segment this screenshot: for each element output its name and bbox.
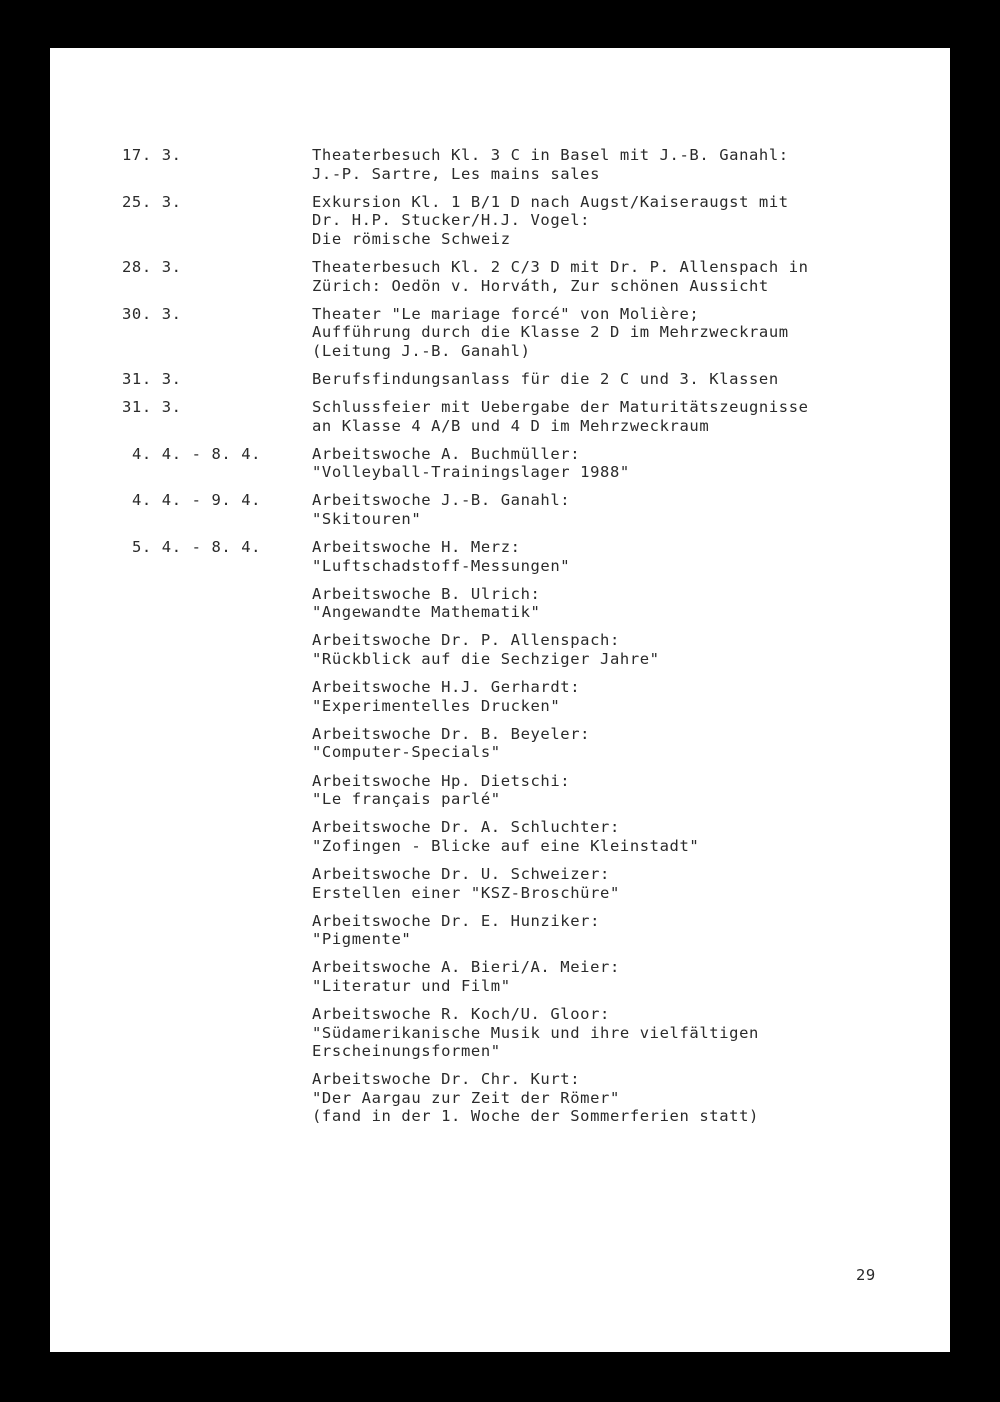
- event-description-line: Arbeitswoche Dr. P. Allenspach:: [312, 631, 620, 650]
- event-description-line: "Der Aargau zur Zeit der Römer": [312, 1088, 620, 1107]
- event-description-line: "Volleyball-Trainingslager 1988": [312, 463, 630, 482]
- event-description-line: Arbeitswoche J.-B. Ganahl:: [312, 491, 571, 510]
- event-description: [312, 678, 950, 715]
- event-description-line: J.-P. Sartre, Les mains sales: [312, 164, 601, 183]
- event-description-line: "Pigmente": [312, 930, 412, 949]
- event-entry: [50, 818, 950, 855]
- event-description-line: Theaterbesuch Kl. 3 C in Basel mit J.-B. Ganahl:: [312, 146, 789, 164]
- event-entry: [50, 865, 950, 902]
- event-description-line: "Zofingen - Blicke auf eine Kleinstadt": [312, 836, 700, 855]
- event-date: 4. 4. - 9. 4.: [132, 491, 262, 510]
- event-description: [312, 725, 950, 762]
- event-description-line: "Angewandte Mathematik": [312, 603, 541, 622]
- event-description-line: (fand in der 1. Woche der Sommerferien statt): [312, 1107, 759, 1126]
- event-description: [312, 491, 950, 528]
- event-description-line: Arbeitswoche Dr. B. Beyeler:: [312, 724, 591, 743]
- event-entry: [50, 193, 950, 249]
- event-entry: [50, 445, 950, 482]
- event-description: [312, 146, 950, 183]
- event-description-line: Erstellen einer "KSZ-Broschüre": [312, 883, 620, 902]
- event-description-line: "Luftschadstoff-Messungen": [312, 556, 571, 575]
- event-entry: [50, 1005, 950, 1061]
- event-description-line: "Experimentelles Drucken": [312, 696, 561, 715]
- event-list: [50, 146, 950, 1136]
- event-entry: [50, 491, 950, 528]
- event-description: [312, 912, 950, 949]
- event-description-line: Erscheinungsformen": [312, 1042, 501, 1061]
- event-description-line: Arbeitswoche A. Buchmüller:: [312, 444, 581, 463]
- event-description: [312, 585, 950, 622]
- event-description: [312, 772, 950, 809]
- event-description: [312, 538, 950, 575]
- event-date: 5. 4. - 8. 4.: [132, 538, 262, 557]
- event-description: [312, 445, 950, 482]
- page-number: 29: [856, 1266, 876, 1284]
- event-description-line: Dr. H.P. Stucker/H.J. Vogel:: [312, 211, 591, 230]
- event-entry: [50, 258, 950, 295]
- event-description-line: Aufführung durch die Klasse 2 D im Mehrzweckraum: [312, 323, 789, 342]
- event-entry: [50, 146, 950, 183]
- event-entry: [50, 772, 950, 809]
- event-date: 4. 4. - 8. 4.: [132, 444, 262, 463]
- event-date: 30. 3.: [122, 304, 182, 323]
- event-entry: [50, 305, 950, 361]
- event-description-line: "Rückblick auf die Sechziger Jahre": [312, 650, 660, 669]
- event-description-line: Theater "Le mariage forcé" von Molière;: [312, 304, 700, 323]
- event-description-line: Arbeitswoche Dr. E. Hunziker:: [312, 911, 601, 930]
- event-description: [312, 1005, 950, 1061]
- event-entry: [50, 398, 950, 435]
- event-description-line: "Südamerikanische Musik und ihre vielfältigen: [312, 1023, 759, 1042]
- event-description-line: Arbeitswoche R. Koch/U. Gloor:: [312, 1004, 610, 1023]
- event-description: [312, 193, 950, 249]
- event-description-line: (Leitung J.-B. Ganahl): [312, 341, 531, 360]
- event-description-line: an Klasse 4 A/B und 4 D im Mehrzweckraum: [312, 416, 710, 435]
- document-page: [50, 48, 950, 1352]
- event-date: 31. 3.: [122, 369, 182, 388]
- event-description-line: Schlussfeier mit Uebergabe der Maturitätszeugnisse: [312, 398, 809, 417]
- event-description-line: "Computer-Specials": [312, 743, 501, 762]
- event-description: [312, 631, 950, 668]
- event-entry: [50, 538, 950, 575]
- event-description: [312, 398, 950, 435]
- event-entry: [50, 370, 950, 389]
- event-description-line: Arbeitswoche Dr. Chr. Kurt:: [312, 1070, 581, 1089]
- event-date: 28. 3.: [122, 257, 182, 276]
- event-description-line: Exkursion Kl. 1 B/1 D nach Augst/Kaiseraugst mit: [312, 192, 789, 211]
- event-entry: [50, 958, 950, 995]
- event-description-line: Arbeitswoche Dr. A. Schluchter:: [312, 818, 620, 837]
- event-description: [312, 258, 950, 295]
- event-entry: [50, 585, 950, 622]
- event-description: [312, 865, 950, 902]
- event-description: [312, 818, 950, 855]
- event-description: [312, 1070, 950, 1126]
- event-description-line: Arbeitswoche A. Bieri/A. Meier:: [312, 958, 620, 977]
- event-date: 31. 3.: [122, 398, 182, 417]
- event-description-line: "Literatur und Film": [312, 976, 511, 995]
- event-description: [312, 370, 950, 389]
- event-description-line: Arbeitswoche Hp. Dietschi:: [312, 771, 571, 790]
- event-description-line: Zürich: Oedön v. Horváth, Zur schönen Aussicht: [312, 276, 769, 295]
- event-date: 25. 3.: [122, 192, 182, 211]
- event-description-line: Arbeitswoche B. Ulrich:: [312, 584, 541, 603]
- event-description-line: Theaterbesuch Kl. 2 C/3 D mit Dr. P. Allenspach in: [312, 257, 809, 276]
- event-description: [312, 305, 950, 361]
- event-entry: [50, 1070, 950, 1126]
- event-description-line: Arbeitswoche Dr. U. Schweizer:: [312, 864, 610, 883]
- event-entry: [50, 631, 950, 668]
- event-entry: [50, 725, 950, 762]
- event-description-line: Berufsfindungsanlass für die 2 C und 3. Klassen: [312, 369, 779, 388]
- event-description-line: Arbeitswoche H. Merz:: [312, 538, 521, 557]
- event-entry: [50, 912, 950, 949]
- event-description: [312, 958, 950, 995]
- event-description-line: Die römische Schweiz: [312, 229, 511, 248]
- event-description-line: Arbeitswoche H.J. Gerhardt:: [312, 678, 581, 697]
- event-description-line: "Skitouren": [312, 510, 422, 528]
- event-date: 17. 3.: [122, 146, 182, 164]
- event-entry: [50, 678, 950, 715]
- event-description-line: "Le français parlé": [312, 790, 501, 809]
